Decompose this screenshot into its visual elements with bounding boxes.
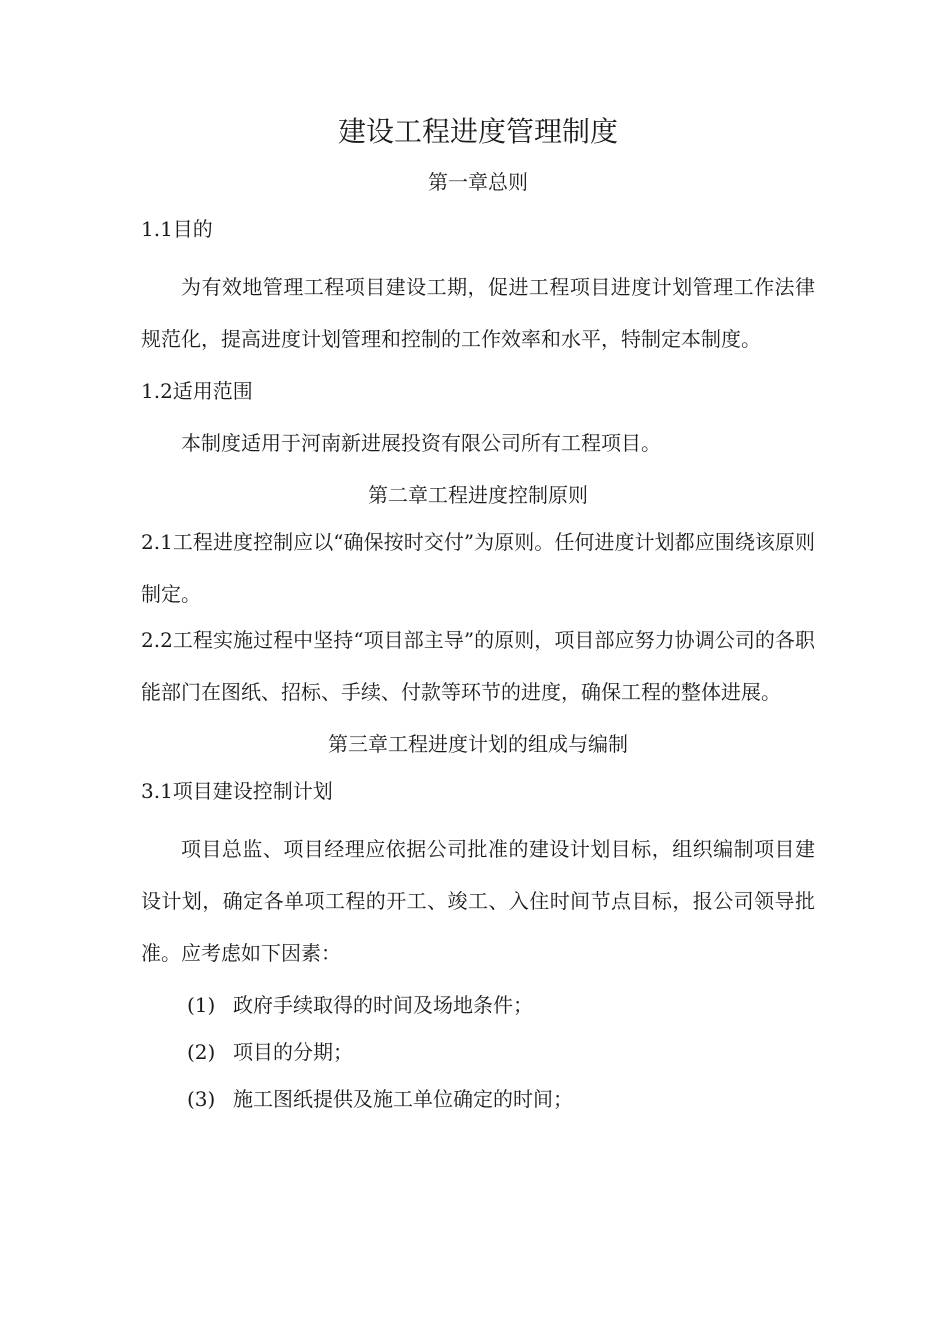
- section-3-1-heading: 3.1项目建设控制计划: [141, 779, 333, 803]
- section-1-2-paragraph: 本制度适用于河南新进展投资有限公司所有工程项目。: [181, 431, 661, 455]
- clause-2-2: 2.2工程实施过程中坚持“项目部主导”的原则，项目部应努力协调公司的各职能部门在图纸、招标、手续、付款等环节的进度，确保工程的整体进展。: [141, 628, 815, 704]
- chapter-3-title: 第三章工程进度计划的组成与编制: [328, 732, 628, 756]
- clause-2-1: 2.1工程进度控制应以“确保按时交付”为原则。任何进度计划都应围绕该原则制定。: [141, 530, 815, 606]
- list-item-number: (2): [187, 1040, 216, 1064]
- list-item-text: 政府手续取得的时间及场地条件；: [233, 993, 533, 1017]
- list-item: [141, 1084, 815, 1114]
- list-item-number: (1): [187, 993, 216, 1017]
- section-1-2-heading: 1.2适用范围: [141, 379, 253, 403]
- document-title: 建设工程进度管理制度: [337, 115, 618, 148]
- list-item-text: 施工图纸提供及施工单位确定的时间；: [233, 1087, 573, 1111]
- chapter-2-title: 第二章工程进度控制原则: [368, 483, 588, 507]
- chapter-1-title: 第一章总则: [428, 170, 528, 194]
- section-3-1-paragraph: 项目总监、项目经理应依据公司批准的建设计划目标，组织编制项目建设计划，确定各单项工程的开工、竣工、入住时间节点目标，报公司领导批准。应考虑如下因素：: [141, 837, 815, 965]
- list-item: [141, 1037, 815, 1067]
- document-body: [141, 112, 815, 1131]
- section-1-1-heading: 1.1目的: [141, 217, 213, 241]
- section-1-1-paragraph: 为有效地管理工程项目建设工期，促进工程项目进度计划管理工作法律规范化，提高进度计划管理和控制的工作效率和水平，特制定本制度。: [141, 275, 815, 351]
- list-item-text: 项目的分期；: [233, 1040, 353, 1064]
- list-item-number: (3): [187, 1087, 216, 1111]
- list-item: [141, 990, 815, 1020]
